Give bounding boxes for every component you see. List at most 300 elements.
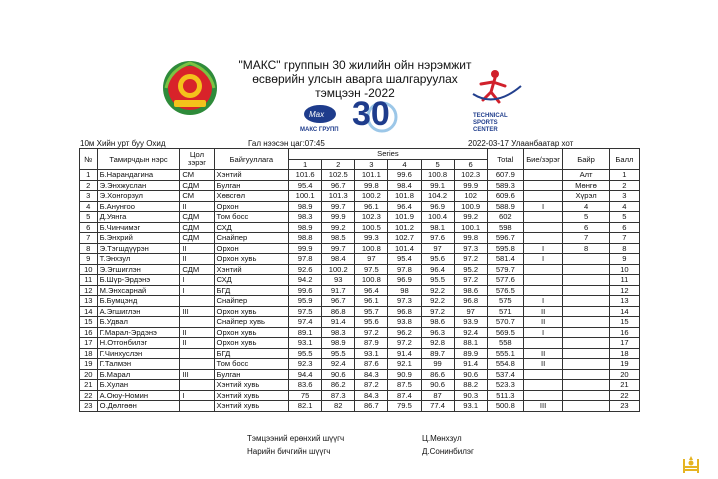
row-series-3: 96.1 <box>355 296 388 307</box>
row-no: 23 <box>80 401 98 412</box>
row-grade <box>523 275 562 286</box>
row-rank <box>180 401 214 412</box>
col-series: Series <box>289 149 488 160</box>
row-no: 5 <box>80 212 98 223</box>
table-row <box>80 369 640 380</box>
row-series-2: 101.3 <box>322 191 355 202</box>
row-points: 2 <box>609 180 639 191</box>
row-series-2: 92.4 <box>322 359 355 370</box>
row-place <box>563 317 610 328</box>
row-series-2: 98.5 <box>322 233 355 244</box>
row-total: 570.7 <box>487 317 523 328</box>
row-total: 609.6 <box>487 191 523 202</box>
col-series-2: 2 <box>322 159 355 170</box>
row-total: 537.4 <box>487 369 523 380</box>
row-series-3: 97.5 <box>355 264 388 275</box>
row-club: Том босс <box>214 359 289 370</box>
row-no: 17 <box>80 338 98 349</box>
row-series-5: 98.6 <box>421 317 454 328</box>
row-place <box>563 296 610 307</box>
row-place: 7 <box>563 233 610 244</box>
row-series-3: 102.3 <box>355 212 388 223</box>
row-grade <box>523 369 562 380</box>
row-total: 589.3 <box>487 180 523 191</box>
row-name: Г.Чинхуслэн <box>97 348 180 359</box>
row-series-5: 104.2 <box>421 191 454 202</box>
col-name: Тамирчдын нэрс <box>97 149 180 170</box>
row-grade <box>523 285 562 296</box>
row-club: Снайпер хувь <box>214 317 289 328</box>
row-grade: II <box>523 359 562 370</box>
row-series-6: 102.3 <box>454 170 487 181</box>
row-series-6: 91.4 <box>454 359 487 370</box>
row-series-6: 102 <box>454 191 487 202</box>
row-series-5: 87 <box>421 390 454 401</box>
page-title <box>205 58 505 100</box>
row-series-5: 100.8 <box>421 170 454 181</box>
row-series-1: 98.3 <box>289 212 322 223</box>
table-row <box>80 222 640 233</box>
row-series-4: 101.9 <box>388 212 421 223</box>
row-place <box>563 390 610 401</box>
table-row <box>80 243 640 254</box>
logo-text-center: CENTER <box>473 127 498 133</box>
row-series-2: 99.7 <box>322 243 355 254</box>
row-points: 14 <box>609 306 639 317</box>
row-total: 558 <box>487 338 523 349</box>
table-row <box>80 201 640 212</box>
row-series-5: 96.4 <box>421 264 454 275</box>
row-series-4: 93.8 <box>388 317 421 328</box>
row-series-2: 93 <box>322 275 355 286</box>
row-total: 596.7 <box>487 233 523 244</box>
col-place: Байр <box>563 149 610 170</box>
row-name: Г.Талмэн <box>97 359 180 370</box>
row-club: БГД <box>214 348 289 359</box>
row-total: 588.9 <box>487 201 523 212</box>
row-series-6: 95.2 <box>454 264 487 275</box>
sponsor-name: МАКС ГРУПП <box>300 127 339 133</box>
row-club: СХД <box>214 222 289 233</box>
row-name: Э.Хонгорзул <box>97 191 180 202</box>
row-rank: I <box>180 285 214 296</box>
row-total: 511.3 <box>487 390 523 401</box>
row-grade <box>523 264 562 275</box>
row-series-4: 97.8 <box>388 264 421 275</box>
row-name: Б.Нарандагина <box>97 170 180 181</box>
row-place <box>563 401 610 412</box>
col-grade: Бие/зэрэг <box>523 149 562 170</box>
row-points: 7 <box>609 233 639 244</box>
row-series-2: 100.2 <box>322 264 355 275</box>
row-series-5: 96.9 <box>421 201 454 212</box>
row-series-1: 101.6 <box>289 170 322 181</box>
row-series-5: 92.2 <box>421 296 454 307</box>
row-club: Орхон хувь <box>214 254 289 265</box>
row-place <box>563 275 610 286</box>
row-rank <box>180 348 214 359</box>
row-series-1: 95.5 <box>289 348 322 359</box>
row-series-5: 95.6 <box>421 254 454 265</box>
row-points: 12 <box>609 285 639 296</box>
row-club: Орхон <box>214 243 289 254</box>
row-grade <box>523 170 562 181</box>
row-club: Том босс <box>214 212 289 223</box>
row-series-3: 87.9 <box>355 338 388 349</box>
row-name: Б.Марал <box>97 369 180 380</box>
title-line-2: өсвөрийн улсын аварга шалгаруулах <box>252 72 458 86</box>
table-row <box>80 254 640 265</box>
row-series-2: 99.2 <box>322 222 355 233</box>
row-series-1: 94.4 <box>289 369 322 380</box>
row-place <box>563 264 610 275</box>
table-row <box>80 212 640 223</box>
row-series-2: 82 <box>322 401 355 412</box>
row-points: 19 <box>609 359 639 370</box>
row-series-4: 97.2 <box>388 338 421 349</box>
row-rank: СДМ <box>180 222 214 233</box>
row-points: 20 <box>609 369 639 380</box>
row-series-3: 84.3 <box>355 369 388 380</box>
row-total: 602 <box>487 212 523 223</box>
row-series-1: 97.5 <box>289 306 322 317</box>
row-rank: I <box>180 390 214 401</box>
row-no: 13 <box>80 296 98 307</box>
row-series-5: 99.1 <box>421 180 454 191</box>
row-series-3: 86.7 <box>355 401 388 412</box>
row-place <box>563 327 610 338</box>
row-series-3: 95.6 <box>355 317 388 328</box>
row-place: 8 <box>563 243 610 254</box>
table-row <box>80 359 640 370</box>
row-series-2: 96.7 <box>322 296 355 307</box>
row-rank: СДМ <box>180 233 214 244</box>
row-name: Т.Энхзул <box>97 254 180 265</box>
row-club: Булган <box>214 180 289 191</box>
row-rank: СДМ <box>180 212 214 223</box>
row-series-4: 96.2 <box>388 327 421 338</box>
row-series-1: 100.1 <box>289 191 322 202</box>
row-grade: II <box>523 317 562 328</box>
row-name: Г.Марал-Эрдэнэ <box>97 327 180 338</box>
row-series-1: 97.8 <box>289 254 322 265</box>
row-name: Э.Тэгшдүүрэн <box>97 243 180 254</box>
row-points: 6 <box>609 222 639 233</box>
row-name: Б.Чинчимэг <box>97 222 180 233</box>
row-series-6: 90.3 <box>454 390 487 401</box>
row-series-4: 101.2 <box>388 222 421 233</box>
row-club: Хөвсгөл <box>214 191 289 202</box>
row-series-6: 99.9 <box>454 180 487 191</box>
row-club: Хэнтий хувь <box>214 390 289 401</box>
row-club: Снайпер <box>214 296 289 307</box>
row-club: Орхон хувь <box>214 327 289 338</box>
row-club: СХД <box>214 275 289 286</box>
row-series-2: 99.7 <box>322 201 355 212</box>
technical-sports-center-logo <box>465 68 550 133</box>
row-series-1: 99.9 <box>289 243 322 254</box>
row-series-6: 99.2 <box>454 212 487 223</box>
table-row <box>80 338 640 349</box>
table-row <box>80 348 640 359</box>
row-series-6: 88.2 <box>454 380 487 391</box>
row-place <box>563 254 610 265</box>
row-place: 5 <box>563 212 610 223</box>
row-series-2: 98.4 <box>322 254 355 265</box>
svg-text:Max: Max <box>309 110 325 119</box>
row-series-4: 102.7 <box>388 233 421 244</box>
row-series-4: 91.4 <box>388 348 421 359</box>
row-grade: II <box>523 306 562 317</box>
row-no: 1 <box>80 170 98 181</box>
row-rank: III <box>180 306 214 317</box>
row-club: Хэнтий <box>214 170 289 181</box>
row-name: Б.Анунгоо <box>97 201 180 212</box>
row-series-3: 93.1 <box>355 348 388 359</box>
row-series-3: 95.7 <box>355 306 388 317</box>
row-total: 523.3 <box>487 380 523 391</box>
row-series-6: 97.2 <box>454 254 487 265</box>
row-grade <box>523 390 562 401</box>
row-grade <box>523 380 562 391</box>
row-place <box>563 348 610 359</box>
row-series-2: 102.5 <box>322 170 355 181</box>
row-series-3: 99.8 <box>355 180 388 191</box>
row-series-2: 99.9 <box>322 212 355 223</box>
row-series-6: 97.2 <box>454 275 487 286</box>
row-series-6: 100.1 <box>454 222 487 233</box>
secretary-name: Д.Сонинбилэг <box>422 447 474 456</box>
row-series-2: 87.3 <box>322 390 355 401</box>
row-club: Орхон <box>214 201 289 212</box>
row-place: 6 <box>563 222 610 233</box>
row-series-2: 86.8 <box>322 306 355 317</box>
row-total: 576.5 <box>487 285 523 296</box>
chief-judge-label: Тэмцээний ерөнхий шүүгч <box>247 434 345 443</box>
row-total: 607.9 <box>487 170 523 181</box>
row-total: 598 <box>487 222 523 233</box>
row-club: Снайпер <box>214 233 289 244</box>
row-series-5: 92.2 <box>421 285 454 296</box>
row-series-1: 99.6 <box>289 285 322 296</box>
row-series-6: 96.8 <box>454 296 487 307</box>
table-row <box>80 285 640 296</box>
table-row <box>80 401 640 412</box>
row-total: 595.8 <box>487 243 523 254</box>
row-no: 14 <box>80 306 98 317</box>
row-series-4: 95.4 <box>388 254 421 265</box>
row-place <box>563 338 610 349</box>
row-series-1: 92.3 <box>289 359 322 370</box>
row-series-3: 87.2 <box>355 380 388 391</box>
row-no: 9 <box>80 254 98 265</box>
row-name: Э.Энхжуслан <box>97 180 180 191</box>
row-series-1: 82.1 <box>289 401 322 412</box>
row-series-6: 92.4 <box>454 327 487 338</box>
row-series-3: 100.2 <box>355 191 388 202</box>
row-no: 8 <box>80 243 98 254</box>
row-series-1: 93.1 <box>289 338 322 349</box>
row-grade: I <box>523 327 562 338</box>
row-series-4: 97.3 <box>388 296 421 307</box>
row-no: 2 <box>80 180 98 191</box>
logo-text-technical: TECHNICAL <box>473 113 508 119</box>
row-series-4: 87.4 <box>388 390 421 401</box>
row-total: 575 <box>487 296 523 307</box>
row-series-3: 100.5 <box>355 222 388 233</box>
row-grade <box>523 180 562 191</box>
row-series-4: 98.4 <box>388 180 421 191</box>
row-series-2: 98.9 <box>322 338 355 349</box>
row-series-1: 95.4 <box>289 180 322 191</box>
row-total: 554.8 <box>487 359 523 370</box>
row-name: М.Энхсарнай <box>97 285 180 296</box>
table-row <box>80 296 640 307</box>
row-place: 4 <box>563 201 610 212</box>
row-points: 21 <box>609 380 639 391</box>
row-series-5: 99 <box>421 359 454 370</box>
row-series-6: 88.1 <box>454 338 487 349</box>
row-no: 20 <box>80 369 98 380</box>
table-row <box>80 233 640 244</box>
row-series-3: 101.1 <box>355 170 388 181</box>
row-no: 7 <box>80 233 98 244</box>
row-no: 16 <box>80 327 98 338</box>
row-series-5: 97 <box>421 243 454 254</box>
row-series-6: 98.6 <box>454 285 487 296</box>
row-rank <box>180 317 214 328</box>
row-rank: III <box>180 369 214 380</box>
row-series-1: 97.4 <box>289 317 322 328</box>
row-series-4: 96.9 <box>388 275 421 286</box>
row-points: 22 <box>609 390 639 401</box>
row-points: 16 <box>609 327 639 338</box>
row-series-5: 89.7 <box>421 348 454 359</box>
row-name: Б.Бумцэнд <box>97 296 180 307</box>
row-series-3: 84.3 <box>355 390 388 401</box>
col-total: Total <box>487 149 523 170</box>
row-rank: II <box>180 243 214 254</box>
sponsor-number: 30 <box>352 95 390 133</box>
row-no: 18 <box>80 348 98 359</box>
row-points: 5 <box>609 212 639 223</box>
row-series-3: 96.4 <box>355 285 388 296</box>
row-points: 9 <box>609 254 639 265</box>
table-row <box>80 306 640 317</box>
row-name: О.Дөлгөөн <box>97 401 180 412</box>
secretary-label: Нарийн бичгийн шүүгч <box>247 447 331 456</box>
runner-icon <box>465 68 525 108</box>
results-table <box>79 148 640 412</box>
table-row <box>80 191 640 202</box>
row-no: 6 <box>80 222 98 233</box>
row-rank <box>180 380 214 391</box>
row-name: Б.Удвал <box>97 317 180 328</box>
table-header-row <box>80 149 640 160</box>
row-name: Б.Энхрий <box>97 233 180 244</box>
row-no: 15 <box>80 317 98 328</box>
row-no: 11 <box>80 275 98 286</box>
row-series-5: 100.4 <box>421 212 454 223</box>
row-grade <box>523 338 562 349</box>
row-series-1: 98.8 <box>289 233 322 244</box>
row-rank <box>180 359 214 370</box>
row-place <box>563 359 610 370</box>
row-series-5: 98.1 <box>421 222 454 233</box>
row-grade: I <box>523 254 562 265</box>
row-grade: II <box>523 348 562 359</box>
date-place: 2022-03-17 Улаанбаатар хот <box>468 139 574 148</box>
row-series-5: 97.2 <box>421 306 454 317</box>
row-name: Б.Хулан <box>97 380 180 391</box>
row-series-6: 100.9 <box>454 201 487 212</box>
row-points: 10 <box>609 264 639 275</box>
row-series-6: 89.9 <box>454 348 487 359</box>
row-series-3: 87.6 <box>355 359 388 370</box>
row-series-3: 97 <box>355 254 388 265</box>
start-time: Гал нээсэн цаг:07:45 <box>248 139 325 148</box>
col-rank: Цол зэрэг <box>180 149 214 170</box>
row-rank: СМ <box>180 191 214 202</box>
row-rank: II <box>180 327 214 338</box>
row-series-1: 95.9 <box>289 296 322 307</box>
row-no: 4 <box>80 201 98 212</box>
federation-emblem-icon <box>160 58 220 118</box>
row-series-4: 98 <box>388 285 421 296</box>
row-no: 3 <box>80 191 98 202</box>
row-name: А.Оюу-Номин <box>97 390 180 401</box>
row-total: 581.4 <box>487 254 523 265</box>
row-grade <box>523 222 562 233</box>
table-row <box>80 380 640 391</box>
table-row <box>80 264 640 275</box>
row-grade: I <box>523 296 562 307</box>
row-series-4: 101.4 <box>388 243 421 254</box>
row-series-4: 79.5 <box>388 401 421 412</box>
row-series-1: 75 <box>289 390 322 401</box>
row-series-2: 95.5 <box>322 348 355 359</box>
row-club: Орхон хувь <box>214 306 289 317</box>
row-club: Хэнтий хувь <box>214 380 289 391</box>
row-total: 500.8 <box>487 401 523 412</box>
row-place <box>563 369 610 380</box>
row-club: Хэнтий <box>214 264 289 275</box>
logo-text-sports: SPORTS <box>473 120 498 126</box>
row-series-5: 92.8 <box>421 338 454 349</box>
col-series-1: 1 <box>289 159 322 170</box>
table-row <box>80 170 640 181</box>
row-points: 4 <box>609 201 639 212</box>
row-rank: СМ <box>180 170 214 181</box>
row-no: 21 <box>80 380 98 391</box>
row-name: Д.Уянга <box>97 212 180 223</box>
row-series-5: 90.6 <box>421 380 454 391</box>
row-rank: I <box>180 275 214 286</box>
row-series-5: 97.6 <box>421 233 454 244</box>
row-series-3: 97.2 <box>355 327 388 338</box>
row-grade: I <box>523 201 562 212</box>
row-series-2: 98.3 <box>322 327 355 338</box>
row-name: Э.Эгшиглэн <box>97 264 180 275</box>
row-series-2: 90.6 <box>322 369 355 380</box>
row-series-1: 94.2 <box>289 275 322 286</box>
col-series-5: 5 <box>421 159 454 170</box>
row-grade: III <box>523 401 562 412</box>
row-series-3: 100.8 <box>355 243 388 254</box>
table-row <box>80 180 640 191</box>
row-place <box>563 285 610 296</box>
row-series-1: 83.6 <box>289 380 322 391</box>
